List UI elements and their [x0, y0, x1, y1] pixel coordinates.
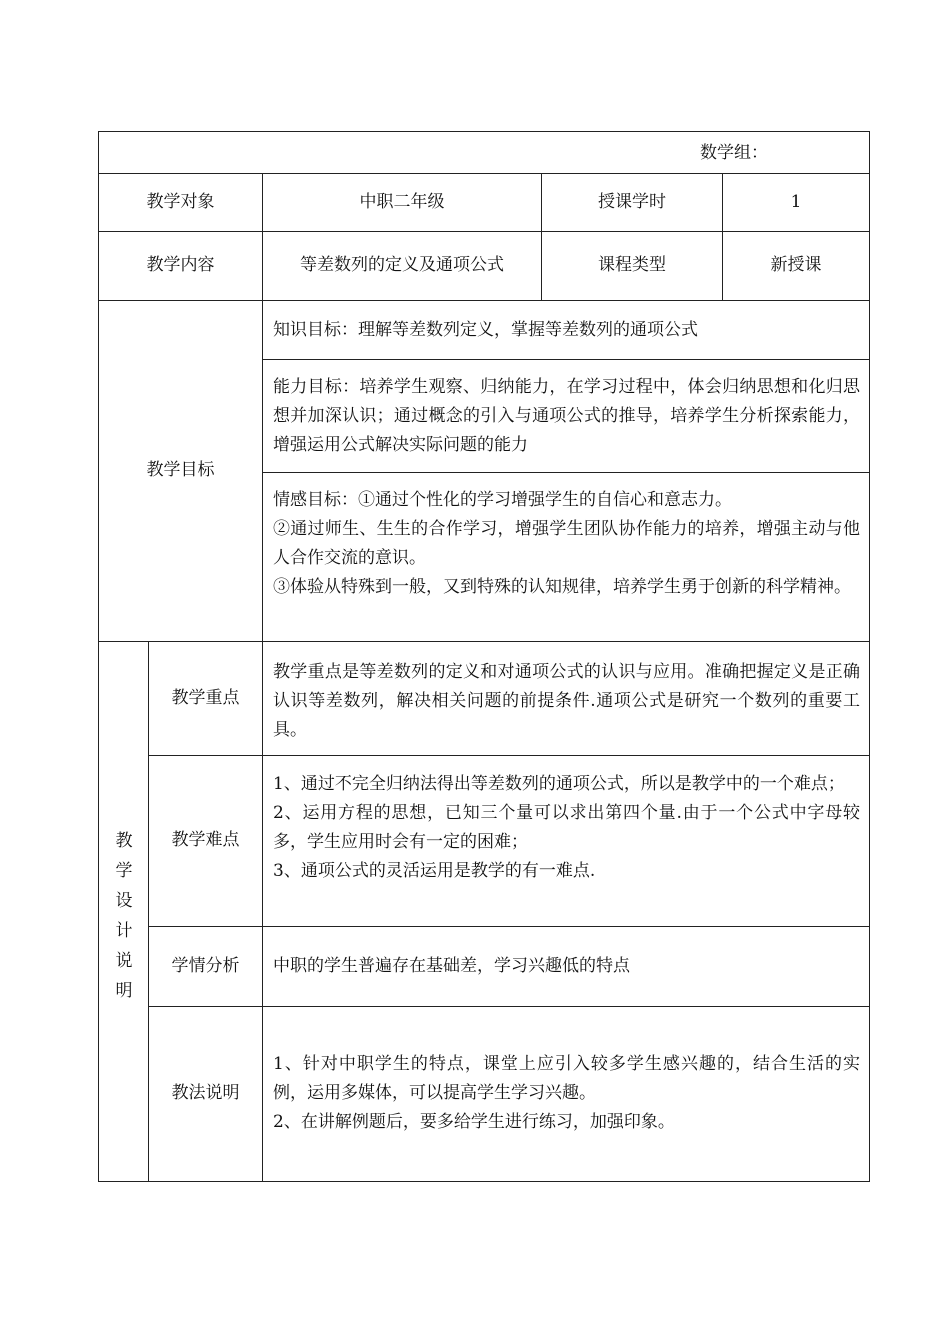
student-analysis-label: 学情分析: [171, 955, 240, 976]
teaching-content-value: 等差数列的定义及通项公式: [300, 255, 504, 276]
design-label-char: 明: [115, 981, 133, 1001]
design-label-char: 说: [115, 951, 133, 971]
knowledge-goal-text: 知识目标：理解等差数列定义，掌握等差数列的通项公式: [273, 320, 698, 340]
design-label-char: 设: [115, 891, 133, 911]
emotion-goal-text: [273, 486, 860, 602]
method-item: 1、针对中职学生的特点，课堂上应引入较多学生感兴趣的，结合生活的实例，运用多媒体，可以提高学生学习兴趣。: [273, 1054, 860, 1103]
emotion-goal-item: ③体验从特殊到一般，又到特殊的认知规律，培养学生勇于创新的科学精神。: [273, 577, 851, 597]
emotion-goal-item: ②通过师生、生生的合作学习，增强学生团队协作能力的培养，增强主动与他人合作交流的意识。: [273, 519, 860, 568]
table-rule: [262, 359, 870, 360]
ability-goal-text: 能力目标：培养学生观察、归纳能力，在学习过程中，体会归纳思想和化归思想并加深认识；通过概念的引入与通项公式的推导，培养学生分析探索能力，增强运用公式解决实际问题的能力: [273, 377, 860, 455]
teaching-object-label: 教学对象: [146, 191, 215, 212]
emotion-goal-item: 情感目标：①通过个性化的学习增强学生的自信心和意志力。: [273, 490, 732, 510]
teaching-goals-label: 教学目标: [146, 460, 215, 481]
table-rule: [262, 173, 263, 1181]
difficulty-item: 1、通过不完全归纳法得出等差数列的通项公式，所以是教学中的一个难点；: [273, 774, 845, 794]
teaching-content-label: 教学内容: [146, 255, 215, 276]
difficulty-text: [273, 770, 860, 886]
table-border-bottom: [98, 1181, 870, 1182]
design-label-char: 教: [115, 831, 133, 851]
course-type-label: 课程类型: [598, 255, 666, 276]
teaching-method-text: [273, 1050, 860, 1137]
course-type-value: 新授课: [770, 255, 822, 276]
table-rule: [262, 472, 870, 473]
table-border-top: [98, 131, 870, 132]
design-label-char: 学: [115, 861, 133, 881]
math-group-label: 数学组：: [700, 143, 768, 164]
difficulty-label: 教学难点: [171, 830, 240, 851]
student-analysis-text: 中职的学生普遍存在基础差，学习兴趣低的特点: [273, 956, 630, 976]
teaching-object-value: 中职二年级: [359, 191, 445, 212]
table-border-right: [869, 131, 870, 1181]
key-point-label: 教学重点: [171, 687, 240, 708]
design-notes-label: [109, 826, 139, 1006]
teaching-method-label: 教法说明: [171, 1083, 240, 1104]
key-point-text: 教学重点是等差数列的定义和对通项公式的认识与应用。准确把握定义是正确认识等差数列，解决相关问题的前提条件.通项公式是研究一个数列的重要工具。: [273, 662, 860, 740]
design-label-char: 计: [115, 921, 133, 941]
class-hours-value: 1: [790, 191, 802, 212]
method-item: 2、在讲解例题后，要多给学生进行练习，加强印象。: [273, 1112, 675, 1132]
difficulty-item: 2、运用方程的思想，已知三个量可以求出第四个量.由于一个公式中字母较多，学生应用时会有一定的困难；: [273, 803, 860, 852]
class-hours-label: 授课学时: [598, 191, 666, 212]
difficulty-item: 3、通项公式的灵活运用是教学的有一难点.: [273, 861, 596, 881]
